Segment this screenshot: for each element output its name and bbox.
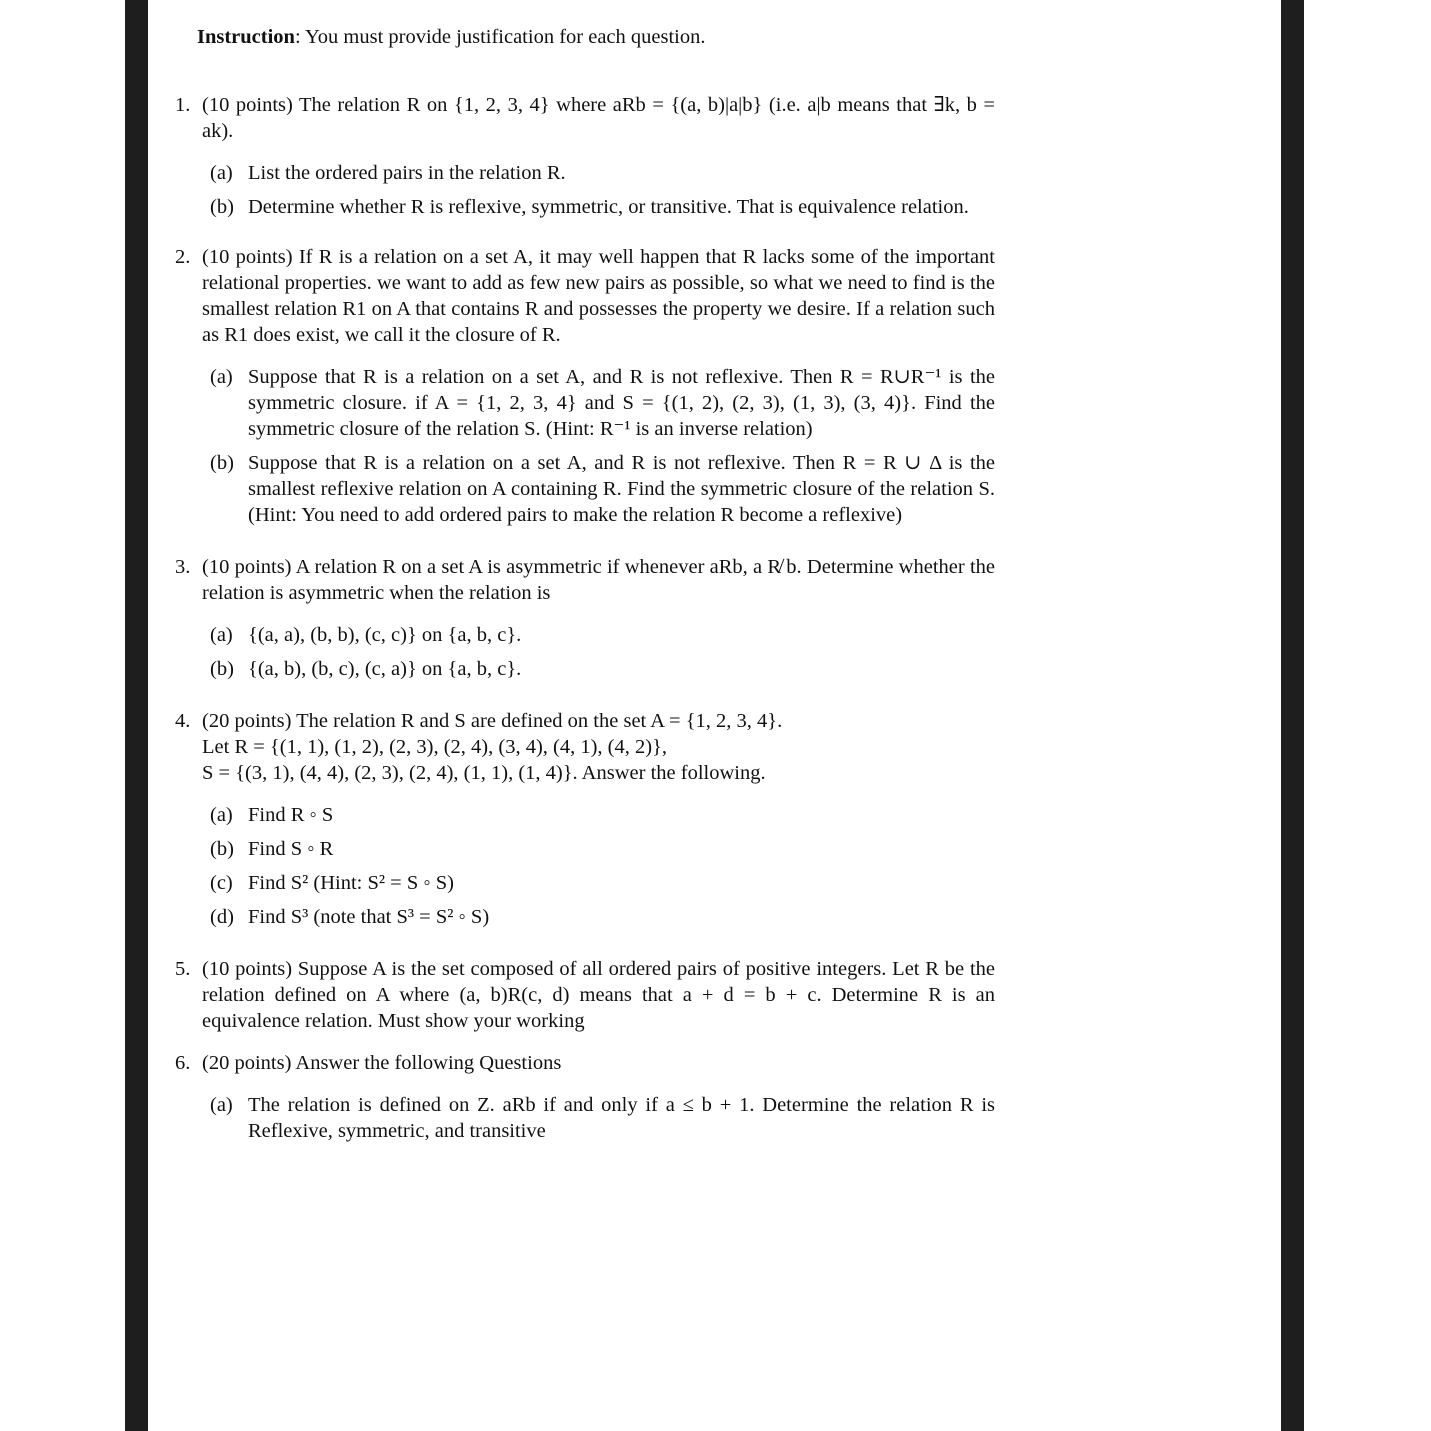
sub-question-label: (b) bbox=[210, 452, 234, 474]
instruction-text: : You must provide justification for each question. bbox=[294, 26, 706, 48]
question-text-line: (20 points) The relation R and S are defined on the set A = {1, 2, 3, 4}. bbox=[202, 710, 783, 732]
question-number: 1. bbox=[175, 94, 191, 116]
sub-question-label: (b) bbox=[210, 838, 234, 860]
sub-question-text: The relation is defined on Z. aRb if and only if a ≤ b + 1. Determine the relation R is Reflexive, symmetric, and transitive bbox=[248, 1094, 995, 1142]
question-4 bbox=[175, 708, 995, 930]
sub-question-text: Suppose that R is a relation on a set A, and R is not reflexive. Then R = R ∪ Δ is the smallest reflexive relation on A containing R. Find the symmetric closure of the relation S. (Hint: You need to add ordered pairs to make the relation R become a reflexive) bbox=[248, 452, 995, 526]
sub-questions bbox=[202, 160, 995, 220]
sub-question bbox=[202, 870, 995, 896]
question-3 bbox=[175, 554, 995, 682]
question-text: (10 points) Suppose A is the set composed of all ordered pairs of positive integers. Let R be the relation defined on A where (a, b)R(c, d) means that a + d = b + c. Determine R is an equivalence relation. Must show your working bbox=[202, 958, 995, 1032]
question-number: 2. bbox=[175, 246, 191, 268]
question-text: (20 points) Answer the following Questions bbox=[202, 1052, 562, 1074]
sub-question-text: {(a, a), (b, b), (c, c)} on {a, b, c}. bbox=[248, 624, 522, 646]
sub-question bbox=[202, 160, 995, 186]
question-number: 6. bbox=[175, 1052, 191, 1074]
sub-question-label: (d) bbox=[210, 906, 234, 928]
question-5 bbox=[175, 956, 995, 1034]
question-2 bbox=[175, 244, 995, 528]
sub-questions bbox=[202, 364, 995, 528]
sub-question bbox=[202, 836, 995, 862]
question-text: (10 points) A relation R on a set A is asymmetric if whenever aRb, a R̸ b. Determine whether the relation is asymmetric when the relation is bbox=[202, 556, 995, 604]
question-number: 3. bbox=[175, 556, 191, 578]
sub-questions bbox=[202, 622, 995, 682]
sub-question bbox=[202, 1092, 995, 1144]
sub-question-label: (a) bbox=[210, 162, 233, 184]
sub-question-text: Find S ◦ R bbox=[248, 838, 334, 860]
instruction bbox=[197, 24, 995, 50]
sub-question bbox=[202, 364, 995, 442]
question-text: (10 points) If R is a relation on a set A, it may well happen that R lacks some of the important relational properties. we want to add as few new pairs as possible, so what we need to find is the smallest relation R1 on A that contains R and possesses the property we desire. If a relation such as R1 does exist, we call it the closure of R. bbox=[202, 246, 995, 346]
sub-questions bbox=[202, 802, 995, 930]
sub-question-label: (a) bbox=[210, 1094, 233, 1116]
sub-question-text: Determine whether R is reflexive, symmetric, or transitive. That is equivalence relation. bbox=[248, 196, 969, 218]
question-number: 5. bbox=[175, 958, 191, 980]
question-text-line: S = {(3, 1), (4, 4), (2, 3), (2, 4), (1, 1), (1, 4)}. Answer the following. bbox=[202, 762, 766, 784]
sub-questions bbox=[202, 1092, 995, 1144]
sub-question-text: Find S² (Hint: S² = S ◦ S) bbox=[248, 872, 454, 894]
sub-question-text: {(a, b), (b, c), (c, a)} on {a, b, c}. bbox=[248, 658, 522, 680]
sub-question-label: (a) bbox=[210, 366, 233, 388]
question-text-line: Let R = {(1, 1), (1, 2), (2, 3), (2, 4), (3, 4), (4, 1), (4, 2)}, bbox=[202, 736, 668, 758]
sub-question-text: Suppose that R is a relation on a set A, and R is not reflexive. Then R = R∪R⁻¹ is the symmetric closure. if A = {1, 2, 3, 4} and S = {(1, 2), (2, 3), (1, 3), (3, 4)}. Find the symmetric closure of the relation S. (Hint: R⁻¹ is an inverse relation) bbox=[248, 366, 995, 440]
sub-question bbox=[202, 622, 995, 648]
right-border-bar bbox=[1281, 0, 1304, 1431]
sub-question-label: (a) bbox=[210, 804, 233, 826]
sub-question-text: Find R ◦ S bbox=[248, 804, 334, 826]
sub-question-text: Find S³ (note that S³ = S² ◦ S) bbox=[248, 906, 490, 928]
sub-question bbox=[202, 656, 995, 682]
question-text: (10 points) The relation R on {1, 2, 3, 4} where aRb = {(a, b)|a|b} (i.e. a|b means that ∃k, b = ak). bbox=[202, 94, 995, 142]
sub-question-text: List the ordered pairs in the relation R. bbox=[248, 162, 566, 184]
question-1 bbox=[175, 92, 995, 220]
document-content bbox=[175, 24, 995, 1152]
sub-question-label: (c) bbox=[210, 872, 233, 894]
left-border-bar bbox=[125, 0, 148, 1431]
sub-question bbox=[202, 194, 995, 220]
sub-question bbox=[202, 904, 995, 930]
question-6 bbox=[175, 1050, 995, 1144]
sub-question-label: (b) bbox=[210, 196, 234, 218]
sub-question bbox=[202, 802, 995, 828]
sub-question-label: (b) bbox=[210, 658, 234, 680]
instruction-label: Instruction bbox=[197, 26, 295, 48]
sub-question bbox=[202, 450, 995, 528]
question-number: 4. bbox=[175, 710, 191, 732]
sub-question-label: (a) bbox=[210, 624, 233, 646]
